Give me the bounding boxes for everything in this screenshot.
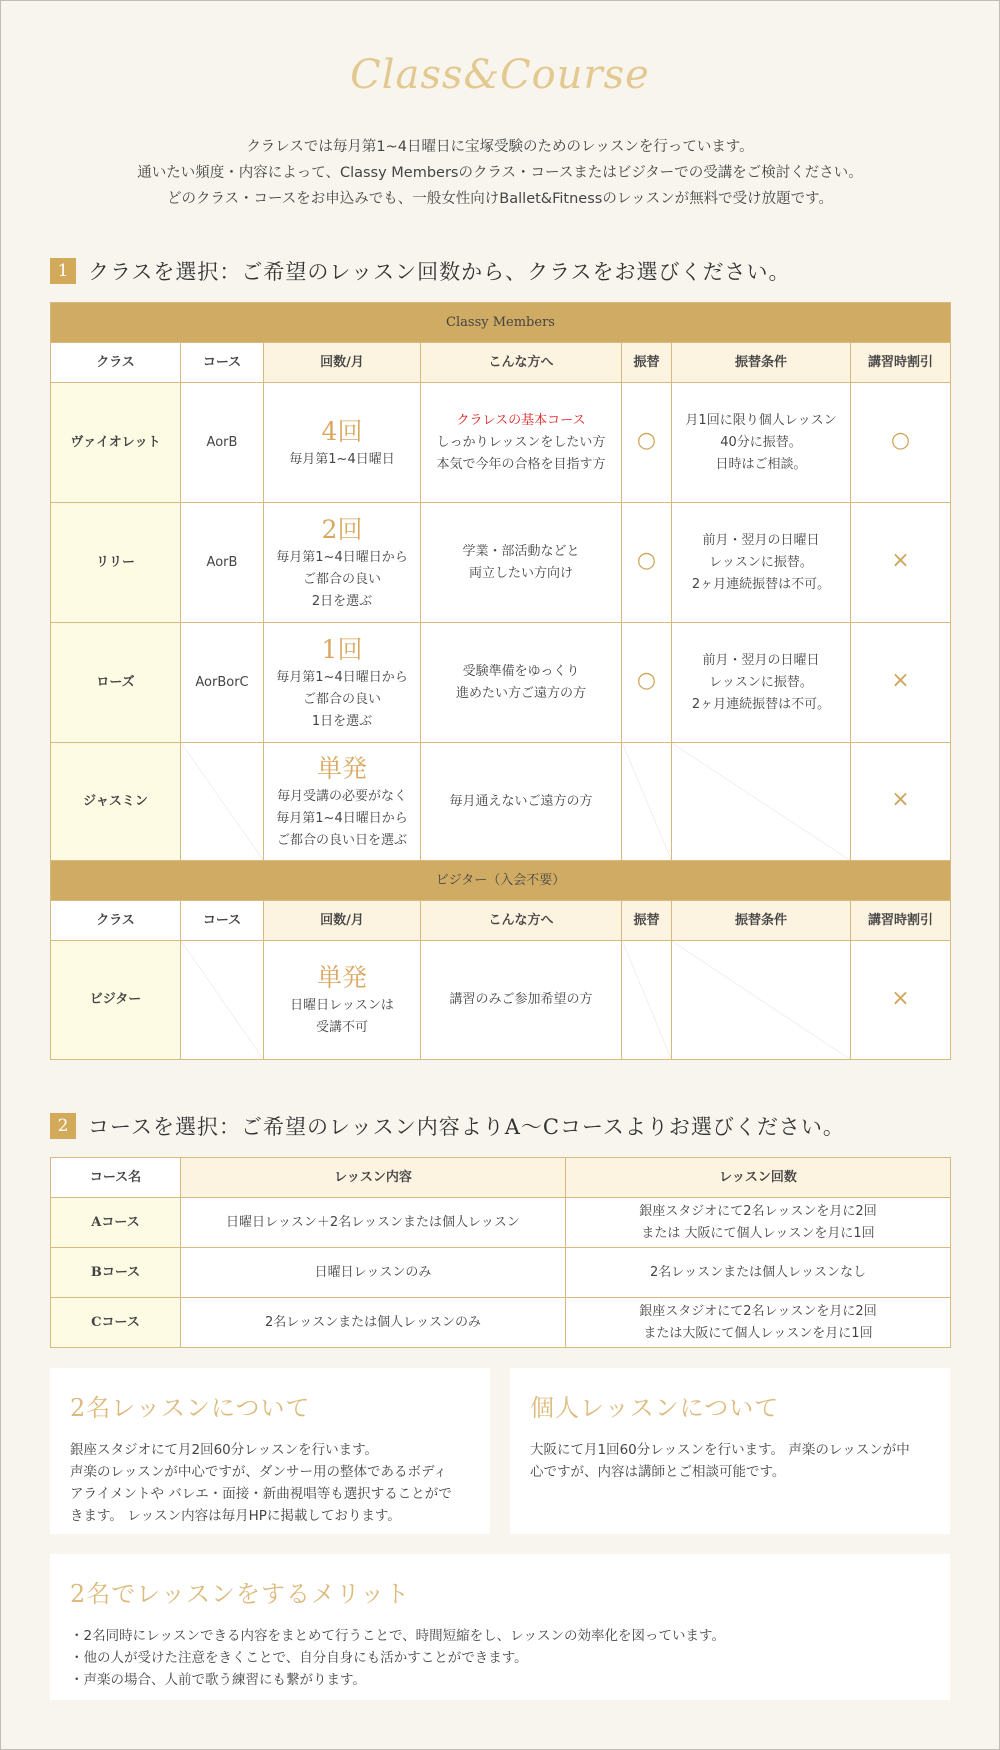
- card-text-line: 心ですが、内容は講師とご相談可能です。: [530, 1464, 786, 1480]
- discount-cell: [851, 503, 951, 623]
- section1-title: クラスを選択：ご希望のレッスン回数から、クラスをお選びください。: [88, 260, 791, 284]
- list-item: ・2名同時にレッスンできる内容をまとめて行うことで、時間短縮をし、レッスンの効率化を図っています。: [70, 1628, 725, 1644]
- count-cell: [264, 503, 421, 623]
- count-note: ご都合の良い: [302, 691, 381, 707]
- lesson-content: 日曜日レッスン＋2名レッスンまたは個人レッスン: [181, 1198, 566, 1248]
- card-text-line: 声楽のレッスンが中心ですが、ダンサー用の整体であるボディ: [70, 1464, 447, 1480]
- course-cell: AorB: [181, 383, 264, 503]
- condition-line: 2ヶ月連続振替は不可。: [691, 576, 831, 592]
- target-line: しっかりレッスンをしたい方: [436, 434, 606, 450]
- table-row: [51, 1298, 951, 1348]
- lesson-count: [566, 1248, 951, 1298]
- col-header: 講習時割引: [851, 343, 951, 383]
- pair-lesson-title: 2名レッスンについて: [70, 1394, 311, 1422]
- col-header: レッスン内容: [181, 1158, 566, 1198]
- count-note: 毎月第1~4日曜日から: [276, 549, 408, 565]
- table-row: [51, 1198, 951, 1248]
- lesson-content: 2名レッスンまたは個人レッスンのみ: [181, 1298, 566, 1348]
- transfer-cell: [622, 383, 672, 503]
- course-table: [50, 1157, 951, 1348]
- discount-cell: [851, 941, 951, 1060]
- condition-line: 2ヶ月連続振替は不可。: [691, 696, 831, 712]
- condition-cell: [672, 503, 851, 623]
- lesson-count-line: 銀座スタジオにて2名レッスンを月に2回: [639, 1303, 877, 1319]
- col-header: 振替: [622, 901, 672, 941]
- transfer-cell: [622, 503, 672, 623]
- members-band-title: Classy Members: [51, 303, 951, 343]
- class-course-logo: Class&Course: [350, 52, 650, 98]
- col-header: コース名: [51, 1158, 181, 1198]
- condition-line: 前月・翌月の日曜日: [702, 652, 820, 668]
- circle-mark-icon: ○: [636, 548, 657, 573]
- merit-list: [70, 1625, 930, 1691]
- table-row: [51, 383, 951, 503]
- intro-text: [0, 134, 1000, 212]
- card-text-line: 銀座スタジオにて月2回60分レッスンを行います。: [70, 1442, 379, 1458]
- section2-number: 2: [50, 1113, 76, 1139]
- cross-mark-icon: ×: [891, 787, 910, 812]
- list-item: ・声楽の場合、人前で歌う練習にも繋がります。: [70, 1672, 366, 1688]
- col-header: クラス: [51, 343, 181, 383]
- course-header-row: [51, 1158, 951, 1198]
- discount-cell: [851, 383, 951, 503]
- condition-cell: [672, 623, 851, 743]
- count-note: 毎月第1~4日曜日: [289, 451, 395, 467]
- section1-heading: [50, 256, 950, 286]
- empty-transfer-cell: [622, 743, 672, 861]
- target-line: 学業・部活動などと: [462, 543, 580, 559]
- empty-transfer-cell: [622, 941, 672, 1060]
- target-line: 本気で今年の合格を目指す方: [436, 456, 606, 472]
- col-header: クラス: [51, 901, 181, 941]
- section2-heading: [50, 1111, 950, 1141]
- course-name: Aコース: [51, 1198, 181, 1248]
- count-value: 4回: [321, 416, 363, 446]
- target-cell: 講習のみご参加希望の方: [421, 941, 622, 1060]
- count-cell: [264, 623, 421, 743]
- lesson-count-line: または大阪にて個人レッスンを月に1回: [643, 1325, 873, 1341]
- circle-mark-icon: ○: [636, 668, 657, 693]
- col-header: コース: [181, 343, 264, 383]
- count-note: 受講不可: [315, 1020, 368, 1035]
- condition-line: 前月・翌月の日曜日: [702, 532, 820, 548]
- col-header: こんな方へ: [421, 901, 622, 941]
- class-name: ジャスミン: [51, 743, 181, 861]
- count-value: 単発: [316, 753, 367, 783]
- target-line: 毎月通えないご遠方の方: [449, 793, 593, 809]
- table-row: [51, 743, 951, 861]
- count-value: 2回: [321, 514, 363, 544]
- count-cell: [264, 743, 421, 861]
- class-name: ビジター: [51, 941, 181, 1060]
- lesson-count-line: 2名レッスンまたは個人レッスンなし: [649, 1264, 866, 1280]
- pair-lesson-card: [50, 1368, 490, 1534]
- count-value: 1回: [321, 634, 363, 664]
- col-header: レッスン回数: [566, 1158, 951, 1198]
- course-cell: AorB: [181, 503, 264, 623]
- table-row: [51, 1248, 951, 1298]
- target-cell: [421, 743, 622, 861]
- intro-line: どのクラス・コースをお申込みでも、一般女性向けBallet&Fitnessのレッスンが無料で受け放題です。: [166, 191, 834, 207]
- empty-condition-cell: [672, 743, 851, 861]
- col-header: こんな方へ: [421, 343, 622, 383]
- target-cell: [421, 503, 622, 623]
- card-text-line: きます。 レッスン内容は毎月HPに掲載しております。: [70, 1508, 401, 1524]
- lesson-count: [566, 1198, 951, 1248]
- card-text-line: アライメントや バレエ・面接・新曲視唱等も選択することがで: [70, 1486, 452, 1502]
- lesson-content: 日曜日レッスンのみ: [181, 1248, 566, 1298]
- count-cell: [264, 941, 421, 1060]
- transfer-cell: [622, 623, 672, 743]
- cross-mark-icon: ×: [891, 985, 910, 1011]
- cross-mark-icon: ×: [891, 548, 910, 573]
- empty-course-cell: [181, 941, 264, 1060]
- count-note: 毎月受講の必要がなく: [276, 788, 407, 804]
- lesson-count-line: 銀座スタジオにて2名レッスンを月に2回: [639, 1203, 877, 1219]
- condition-cell: [672, 383, 851, 503]
- merit-title: 2名でレッスンをするメリット: [70, 1580, 411, 1608]
- course-cell: AorBorC: [181, 623, 264, 743]
- col-header: 回数/月: [264, 901, 421, 941]
- table-row: [51, 623, 951, 743]
- private-lesson-title: 個人レッスンについて: [530, 1394, 780, 1422]
- class-name: ヴァイオレット: [51, 383, 181, 503]
- col-header: コース: [181, 901, 264, 941]
- members-header-row: [51, 343, 951, 383]
- lesson-count: [566, 1298, 951, 1348]
- col-header: 振替条件: [672, 901, 851, 941]
- circle-mark-icon: ○: [890, 428, 911, 453]
- target-line: 両立したい方向け: [468, 565, 573, 581]
- count-note: 1日を選ぶ: [311, 713, 373, 729]
- col-header: 回数/月: [264, 343, 421, 383]
- condition-line: レッスンに振替。: [709, 674, 813, 690]
- intro-line: 通いたい頻度・内容によって、Classy Membersのクラス・コースまたはビジターでの受講をご検討ください。: [137, 165, 863, 181]
- condition-line: レッスンに振替。: [709, 554, 813, 570]
- table-row: [51, 941, 951, 1060]
- circle-mark-icon: ○: [636, 428, 657, 453]
- members-table: [50, 302, 951, 1060]
- count-note: ご都合の良い: [302, 571, 381, 587]
- col-header: 振替条件: [672, 343, 851, 383]
- visitor-band-title: ビジター（入会不要）: [51, 861, 951, 901]
- class-name: リリー: [51, 503, 181, 623]
- private-lesson-card: [510, 1368, 950, 1534]
- count-note: 毎月第1~4日曜日から: [276, 810, 408, 826]
- cross-mark-icon: ×: [891, 668, 910, 693]
- target-line: 進めたい方ご遠方の方: [455, 685, 586, 701]
- class-name: ローズ: [51, 623, 181, 743]
- condition-line: 40分に振替。: [720, 434, 802, 450]
- target-cell: [421, 383, 622, 503]
- condition-line: 月1回に限り個人レッスン: [685, 412, 837, 428]
- count-value: 単発: [316, 963, 367, 992]
- intro-line: クラレスでは毎月第1~4日曜日に宝塚受験のためのレッスンを行っています。: [246, 139, 754, 155]
- merit-card: [50, 1554, 950, 1700]
- list-item: ・他の人が受けた注意をきくことで、自分自身にも活かすことができます。: [70, 1650, 528, 1666]
- empty-course-cell: [181, 743, 264, 861]
- empty-condition-cell: [672, 941, 851, 1060]
- count-note: 日曜日レッスンは: [290, 998, 394, 1013]
- card-text-line: 大阪にて月1回60分レッスンを行います。 声楽のレッスンが中: [530, 1442, 910, 1458]
- col-header: 振替: [622, 343, 672, 383]
- count-note: 毎月第1~4日曜日から: [276, 669, 408, 685]
- discount-cell: [851, 623, 951, 743]
- count-note: 2日を選ぶ: [311, 593, 373, 609]
- discount-cell: [851, 743, 951, 861]
- target-cell: [421, 623, 622, 743]
- target-highlight: クラレスの基本コース: [456, 412, 586, 428]
- course-name: Cコース: [51, 1298, 181, 1348]
- col-header: 講習時割引: [851, 901, 951, 941]
- course-name: Bコース: [51, 1248, 181, 1298]
- table-row: [51, 503, 951, 623]
- count-cell: [264, 383, 421, 503]
- count-note: ご都合の良い日を選ぶ: [276, 832, 407, 848]
- condition-line: 日時はご相談。: [715, 456, 807, 472]
- section2-title: コースを選択：ご希望のレッスン内容よりA〜Cコースよりお選びください。: [88, 1115, 845, 1139]
- visitor-header-row: [51, 901, 951, 941]
- lesson-count-line: または 大阪にて個人レッスンを月に1回: [641, 1225, 875, 1241]
- target-line: 受験準備をゆっくり: [462, 663, 580, 679]
- section1-number: 1: [50, 258, 76, 284]
